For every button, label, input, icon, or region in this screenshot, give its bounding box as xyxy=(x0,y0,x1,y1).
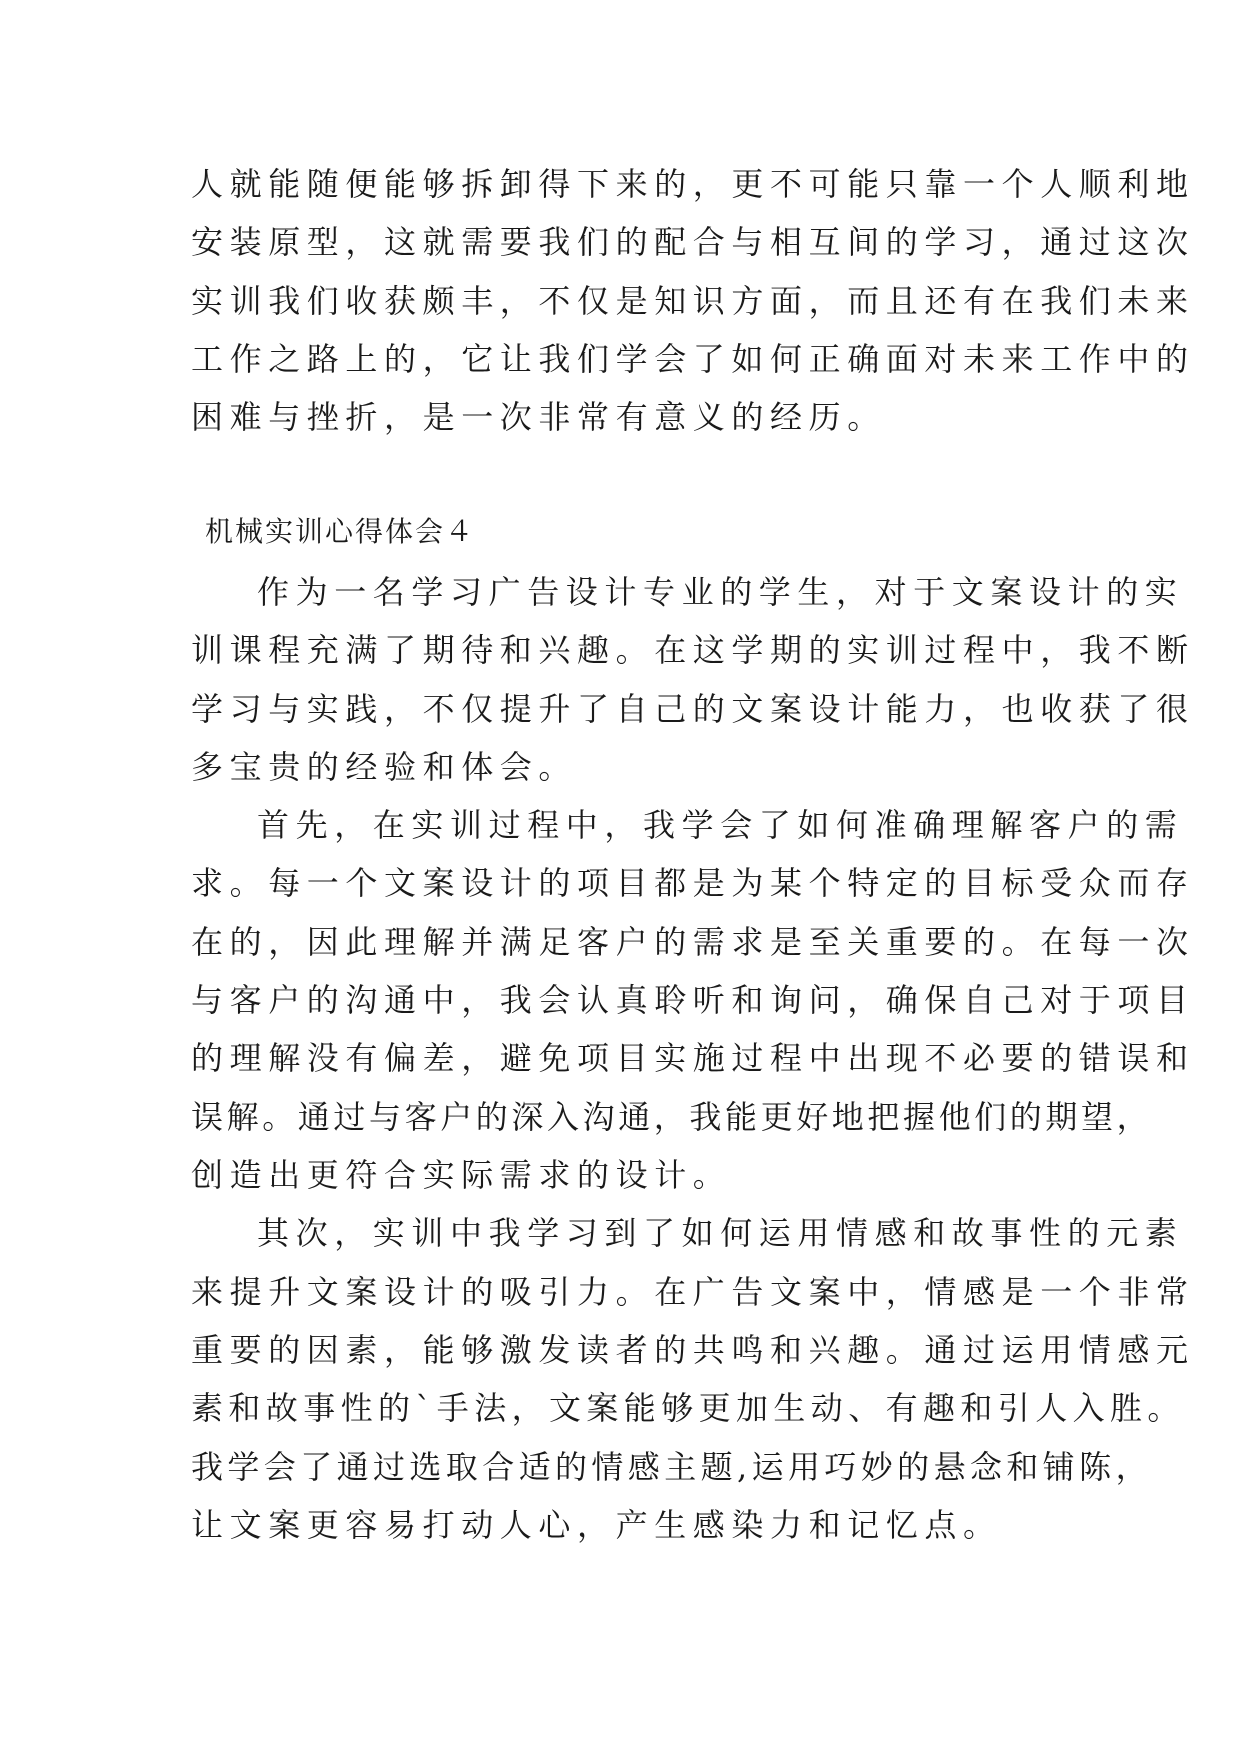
paragraph-line: 训课程充满了期待和兴趣。在这学期的实训过程中，我不断 xyxy=(191,631,1195,669)
paragraph-line: 作为一名学习广告设计专业的学生，对于文案设计的实 xyxy=(257,573,1184,611)
paragraph-line: 在的，因此理解并满足客户的需求是至关重要的。在每一次 xyxy=(191,923,1195,961)
paragraph-line: 学习与实践，不仅提升了自己的文案设计能力，也收获了很 xyxy=(191,690,1195,728)
paragraph-line: 安装原型，这就需要我们的配合与相互间的学习，通过这次 xyxy=(191,223,1195,261)
paragraph-line: 误解。通过与客户的深入沟通，我能更好地把握他们的期望， xyxy=(191,1098,1153,1136)
paragraph-line: 困难与挫折，是一次非常有意义的经历。 xyxy=(191,398,886,436)
paragraph-line: 与客户的沟通中，我会认真聆听和询问，确保自己对于项目 xyxy=(191,981,1195,1019)
paragraph-line: 其次，实训中我学习到了如何运用情感和故事性的元素 xyxy=(257,1214,1184,1252)
paragraph-line: 素和故事性的`手法，文案能够更加生动、有趣和引人入胜。 xyxy=(191,1389,1185,1427)
paragraph-line: 人就能随便能够拆卸得下来的，更不可能只靠一个人顺利地 xyxy=(191,165,1195,203)
paragraph-line: 我学会了通过选取合适的情感主题,运用巧妙的悬念和铺陈， xyxy=(191,1448,1152,1486)
paragraph-line: 工作之路上的，它让我们学会了如何正确面对未来工作中的 xyxy=(191,340,1195,378)
section-heading: 机械实训心得体会４ xyxy=(205,515,476,548)
paragraph-line: 求。每一个文案设计的项目都是为某个特定的目标受众而存 xyxy=(191,864,1195,902)
paragraph-line: 实训我们收获颇丰，不仅是知识方面，而且还有在我们未来 xyxy=(191,282,1195,320)
paragraph-line: 来提升文案设计的吸引力。在广告文案中，情感是一个非常 xyxy=(191,1273,1195,1311)
paragraph-line: 让文案更容易打动人心，产生感染力和记忆点。 xyxy=(191,1506,1002,1544)
paragraph-line: 创造出更符合实际需求的设计。 xyxy=(191,1156,732,1194)
paragraph-line: 重要的因素，能够激发读者的共鸣和兴趣。通过运用情感元 xyxy=(191,1331,1195,1369)
paragraph-line: 多宝贵的经验和体会。 xyxy=(191,748,578,786)
paragraph-line: 首先，在实训过程中，我学会了如何准确理解客户的需 xyxy=(257,806,1184,844)
paragraph-line: 的理解没有偏差，避免项目实施过程中出现不必要的错误和 xyxy=(191,1039,1195,1077)
